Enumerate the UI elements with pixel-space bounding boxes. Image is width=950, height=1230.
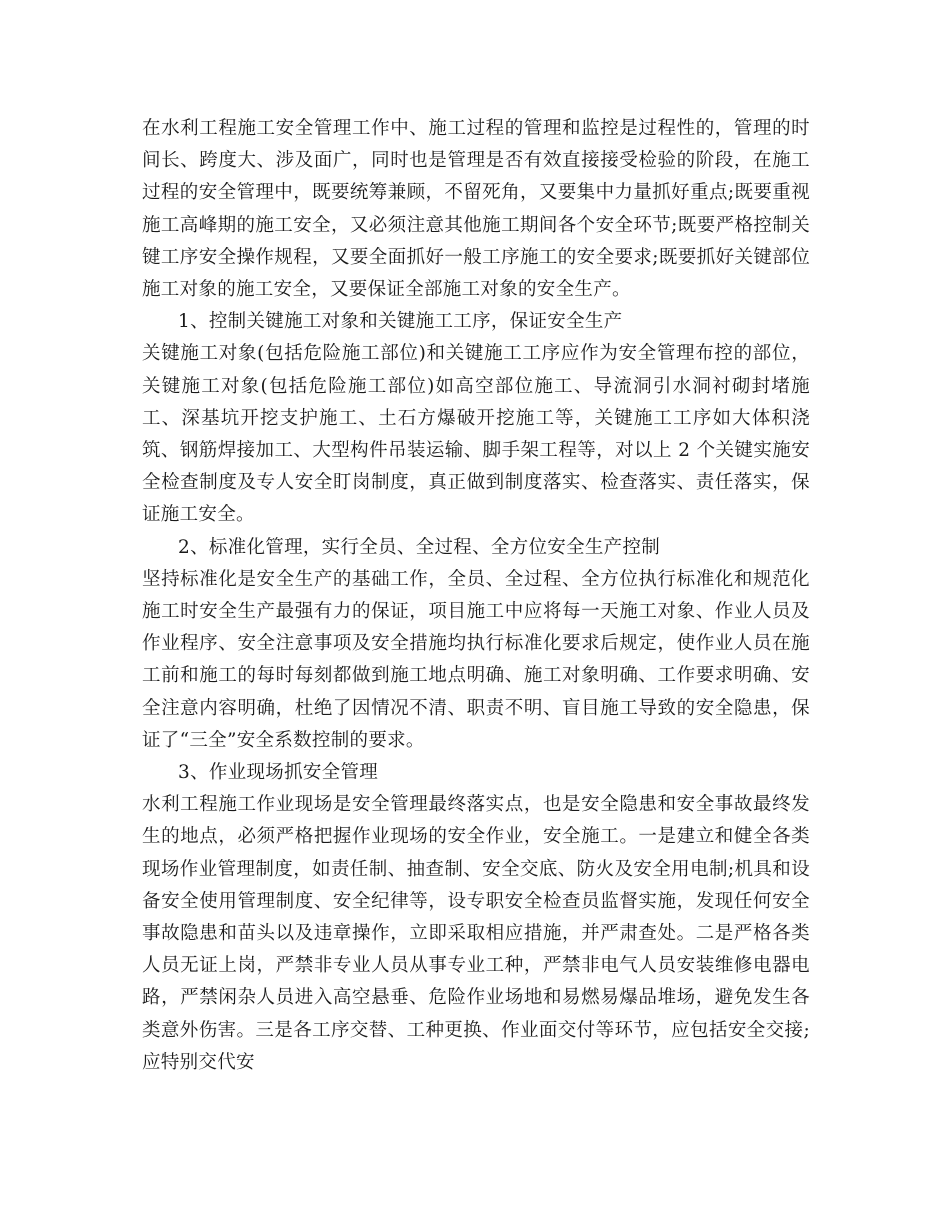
section-heading-3: 3、作业现场抓安全管理 (178, 762, 379, 784)
intro-paragraph: 在水利工程施工安全管理工作中、施工过程的管理和监控是过程性的，管理的时间长、跨度大、涉及面广，同时也是管理是否有效直接接受检验的阶段，在施工过程的安全管理中，既要统筹兼顾，不留死角，又要集中力量抓好重点;既要重视施工高峰期的施工安全，又必须注意其他施工期间各个安全环节;既要严格控制关键工序安全操作规程，又要全面抓好一般工序施工的安全要求;既要抓好关键部位施工对象的施工安全，又要保证全部施工对象的安全生产。 (142, 118, 810, 301)
section-body-2: 坚持标准化是安全生产的基础工作，全员、全过程、全方位执行标准化和规范化施工时安全生产最强有力的保证，项目施工中应将每一天施工对象、作业人员及作业程序、安全注意事项及安全措施均执行标准化要求后规定，使作业人员在施工前和施工的每时每刻都做到施工地点明确、施工对象明确、工作要求明确、安全注意内容明确，杜绝了因情况不清、职责不明、盲目施工导致的安全隐患，保证了“三全”安全系数控制的要求。 (142, 568, 810, 751)
section-heading-1: 1、控制关键施工对象和关键施工工序，保证安全生产 (178, 311, 623, 333)
section-body-1: 关键施工对象(包括危险施工部位)和关键施工工序应作为安全管理布控的部位，关键施工对象(包括危险施工部位)如高空部位施工、导流洞引水洞衬砌封堵施工、深基坑开挖支护施工、土石方爆破开挖施工等，关键施工工序如大体积浇筑、钢筋焊接加工、大型构件吊装运输、脚手架工程等，对以上 2 个关键实施安全检查制度及专人安全盯岗制度，真正做到制度落实、检查落实、责任落实，保证施工安全。 (142, 343, 810, 526)
document-page (142, 113, 810, 1079)
section-heading-2: 2、标准化管理，实行全员、全过程、全方位安全生产控制 (178, 536, 661, 558)
section-body-3: 水利工程施工作业现场是安全管理最终落实点，也是安全隐患和安全事故最终发生的地点，必须严格把握作业现场的安全作业，安全施工。一是建立和健全各类现场作业管理制度，如责任制、抽查制、安全交底、防火及安全用电制;机具和设备安全使用管理制度、安全纪律等，设专职安全检查员监督实施，发现任何安全事故隐患和苗头以及违章操作，立即采取相应措施，并严肃查处。二是严格各类人员无证上岗，严禁非专业人员从事专业工种，严禁非电气人员安装维修电器电路，严禁闲杂人员进入高空悬垂、危险作业场地和易燃易爆品堆场，避免发生各类意外伤害。三是各工序交替、工种更换、作业面交付等环节，应包括安全交接;应特别交代安 (142, 794, 810, 1073)
